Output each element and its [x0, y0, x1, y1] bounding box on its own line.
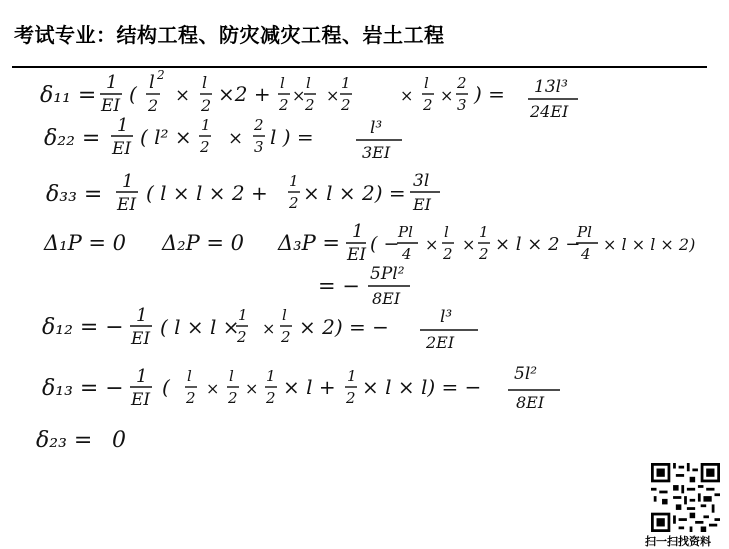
d11-t10: ×	[400, 86, 414, 105]
dp-f: × l × 2 −	[495, 234, 581, 255]
d11-coef-den: EI	[101, 96, 121, 116]
d12-res-num: l³	[440, 307, 453, 327]
d11-t5-den: 2	[279, 96, 289, 114]
d11-t9-den: 2	[341, 96, 351, 114]
dp-h: × l × l × 2)	[603, 235, 696, 254]
d13-e-num: 1	[266, 367, 276, 385]
d12-q-den: 2	[281, 328, 291, 346]
dp-res-den: 8EI	[372, 289, 401, 308]
d13-g-num: 1	[347, 367, 357, 385]
d22-tail: l ) =	[270, 125, 314, 149]
d13-f: × l +	[283, 375, 336, 399]
d11-t12: ×	[440, 86, 454, 105]
d22-f-den: 3	[254, 138, 264, 156]
d13-a-num: l	[187, 367, 192, 385]
d11-t1-den: 2	[148, 96, 159, 115]
d13-e-den: 2	[266, 389, 276, 407]
d13-open: (	[162, 375, 170, 399]
d11-coef-num: 1	[106, 72, 118, 93]
d12-mid: ×	[262, 319, 276, 338]
dp-g-num: Pl	[577, 223, 592, 241]
d11-t7-num: l	[306, 74, 311, 92]
d11-t11-num: l	[424, 74, 429, 92]
d12-lhs: δ₁₂ = −	[42, 315, 124, 340]
d22-h-den: 2	[200, 138, 210, 156]
d33-body: ( l × l × 2 +	[146, 181, 268, 205]
d13-lhs: δ₁₃ = −	[42, 376, 124, 401]
d11-t4: ×2 +	[218, 82, 271, 106]
d12-h-den: 2	[237, 328, 247, 346]
d12-coef-den: EI	[131, 329, 151, 349]
dp-a-num: Pl	[398, 223, 413, 241]
d23-lhs: δ₂₃ =	[36, 428, 93, 453]
d22-body: ( l² ×	[140, 125, 192, 149]
d33-coef-num: 1	[122, 171, 134, 192]
dp-e-den: 2	[479, 245, 489, 263]
d13-a-den: 2	[186, 389, 196, 407]
d12-coef-num: 1	[136, 305, 148, 326]
d11-t2: ×	[175, 85, 191, 106]
d11-t13-num: 2	[457, 74, 467, 92]
d11-res-num: 13l³	[534, 77, 568, 97]
d22-lhs: δ₂₂ =	[44, 126, 101, 151]
d33-res-num: 3l	[413, 171, 430, 191]
d12-h-num: 1	[238, 306, 248, 324]
d33-res-den: EI	[413, 195, 431, 214]
qr-caption: 扫一扫找资料	[645, 535, 711, 548]
d11-t11-den: 2	[423, 96, 433, 114]
dp-coef-num: 1	[352, 221, 364, 242]
d3p-lhs: Δ₃P =	[278, 231, 340, 255]
d13-res-den: 8EI	[516, 393, 545, 412]
d33-lhs: δ₃₃ =	[46, 182, 103, 207]
d13-coef-den: EI	[131, 390, 151, 410]
d13-c-den: 2	[228, 389, 238, 407]
d11-res-den: 24EI	[530, 102, 569, 121]
d11-t3-den: 2	[201, 96, 212, 115]
d2p-text: Δ₂P = 0	[162, 231, 245, 255]
d33-h-den: 2	[289, 194, 299, 212]
d11-t13-den: 3	[457, 96, 467, 114]
d33-coef-den: EI	[117, 195, 137, 215]
d11-t14: ) =	[474, 82, 505, 106]
d11-t6: ×	[292, 86, 306, 105]
d11-lhs: δ₁₁ =	[40, 83, 97, 108]
dp-c-num: l	[444, 223, 449, 241]
d11-t1-sup: 2	[157, 68, 165, 82]
d11-open: (	[129, 82, 137, 106]
page-header: 考试专业：结构工程、防灾减灾工程、岩土工程	[14, 23, 445, 47]
d13-b: ×	[206, 379, 220, 398]
d13-coef-num: 1	[136, 366, 148, 387]
dp-res-num: 5Pl²	[370, 264, 405, 284]
d1p-text: Δ₁P = 0	[44, 231, 127, 255]
dp-c-den: 2	[443, 245, 453, 263]
d13-g-den: 2	[346, 389, 356, 407]
dp-open: ( −	[370, 233, 400, 255]
d22-coef-den: EI	[112, 139, 132, 159]
d11-t7-den: 2	[305, 96, 315, 114]
d22-res-num: l³	[370, 118, 383, 138]
d13-c-num: l	[229, 367, 234, 385]
d13-res-num: 5l²	[514, 364, 538, 384]
d33-h-num: 1	[289, 172, 299, 190]
d22-res-den: 3EI	[362, 143, 391, 162]
d33-tail: × l × 2) =	[303, 181, 406, 205]
d13-d: ×	[245, 379, 259, 398]
dp-coef-den: EI	[347, 245, 367, 265]
dp-eq2: = −	[318, 274, 360, 298]
dp-d: ×	[462, 235, 476, 254]
qr-code-icon	[651, 463, 720, 532]
dp-e-num: 1	[479, 223, 489, 241]
dp-g-den: 4	[581, 245, 591, 263]
d11-t9-num: 1	[341, 74, 351, 92]
d23-value: 0	[112, 428, 126, 453]
d12-tail: × 2) = −	[299, 315, 389, 339]
d12-q-num: l	[282, 306, 287, 324]
dp-a-den: 4	[402, 245, 412, 263]
d13-h: × l × l) = −	[362, 375, 482, 399]
d22-f-num: 2	[254, 116, 264, 134]
d11-t8: ×	[326, 86, 340, 105]
d22-coef-num: 1	[117, 115, 129, 136]
d11-t3-num: l	[202, 73, 208, 92]
dp-b: ×	[425, 235, 439, 254]
d12-res-den: 2EI	[426, 333, 455, 352]
d11-t1-num: l	[149, 72, 155, 93]
d12-body: ( l × l ×	[160, 315, 240, 339]
d22-h-num: 1	[201, 116, 211, 134]
d22-mid: ×	[228, 128, 244, 149]
d11-t5-num: l	[280, 74, 285, 92]
